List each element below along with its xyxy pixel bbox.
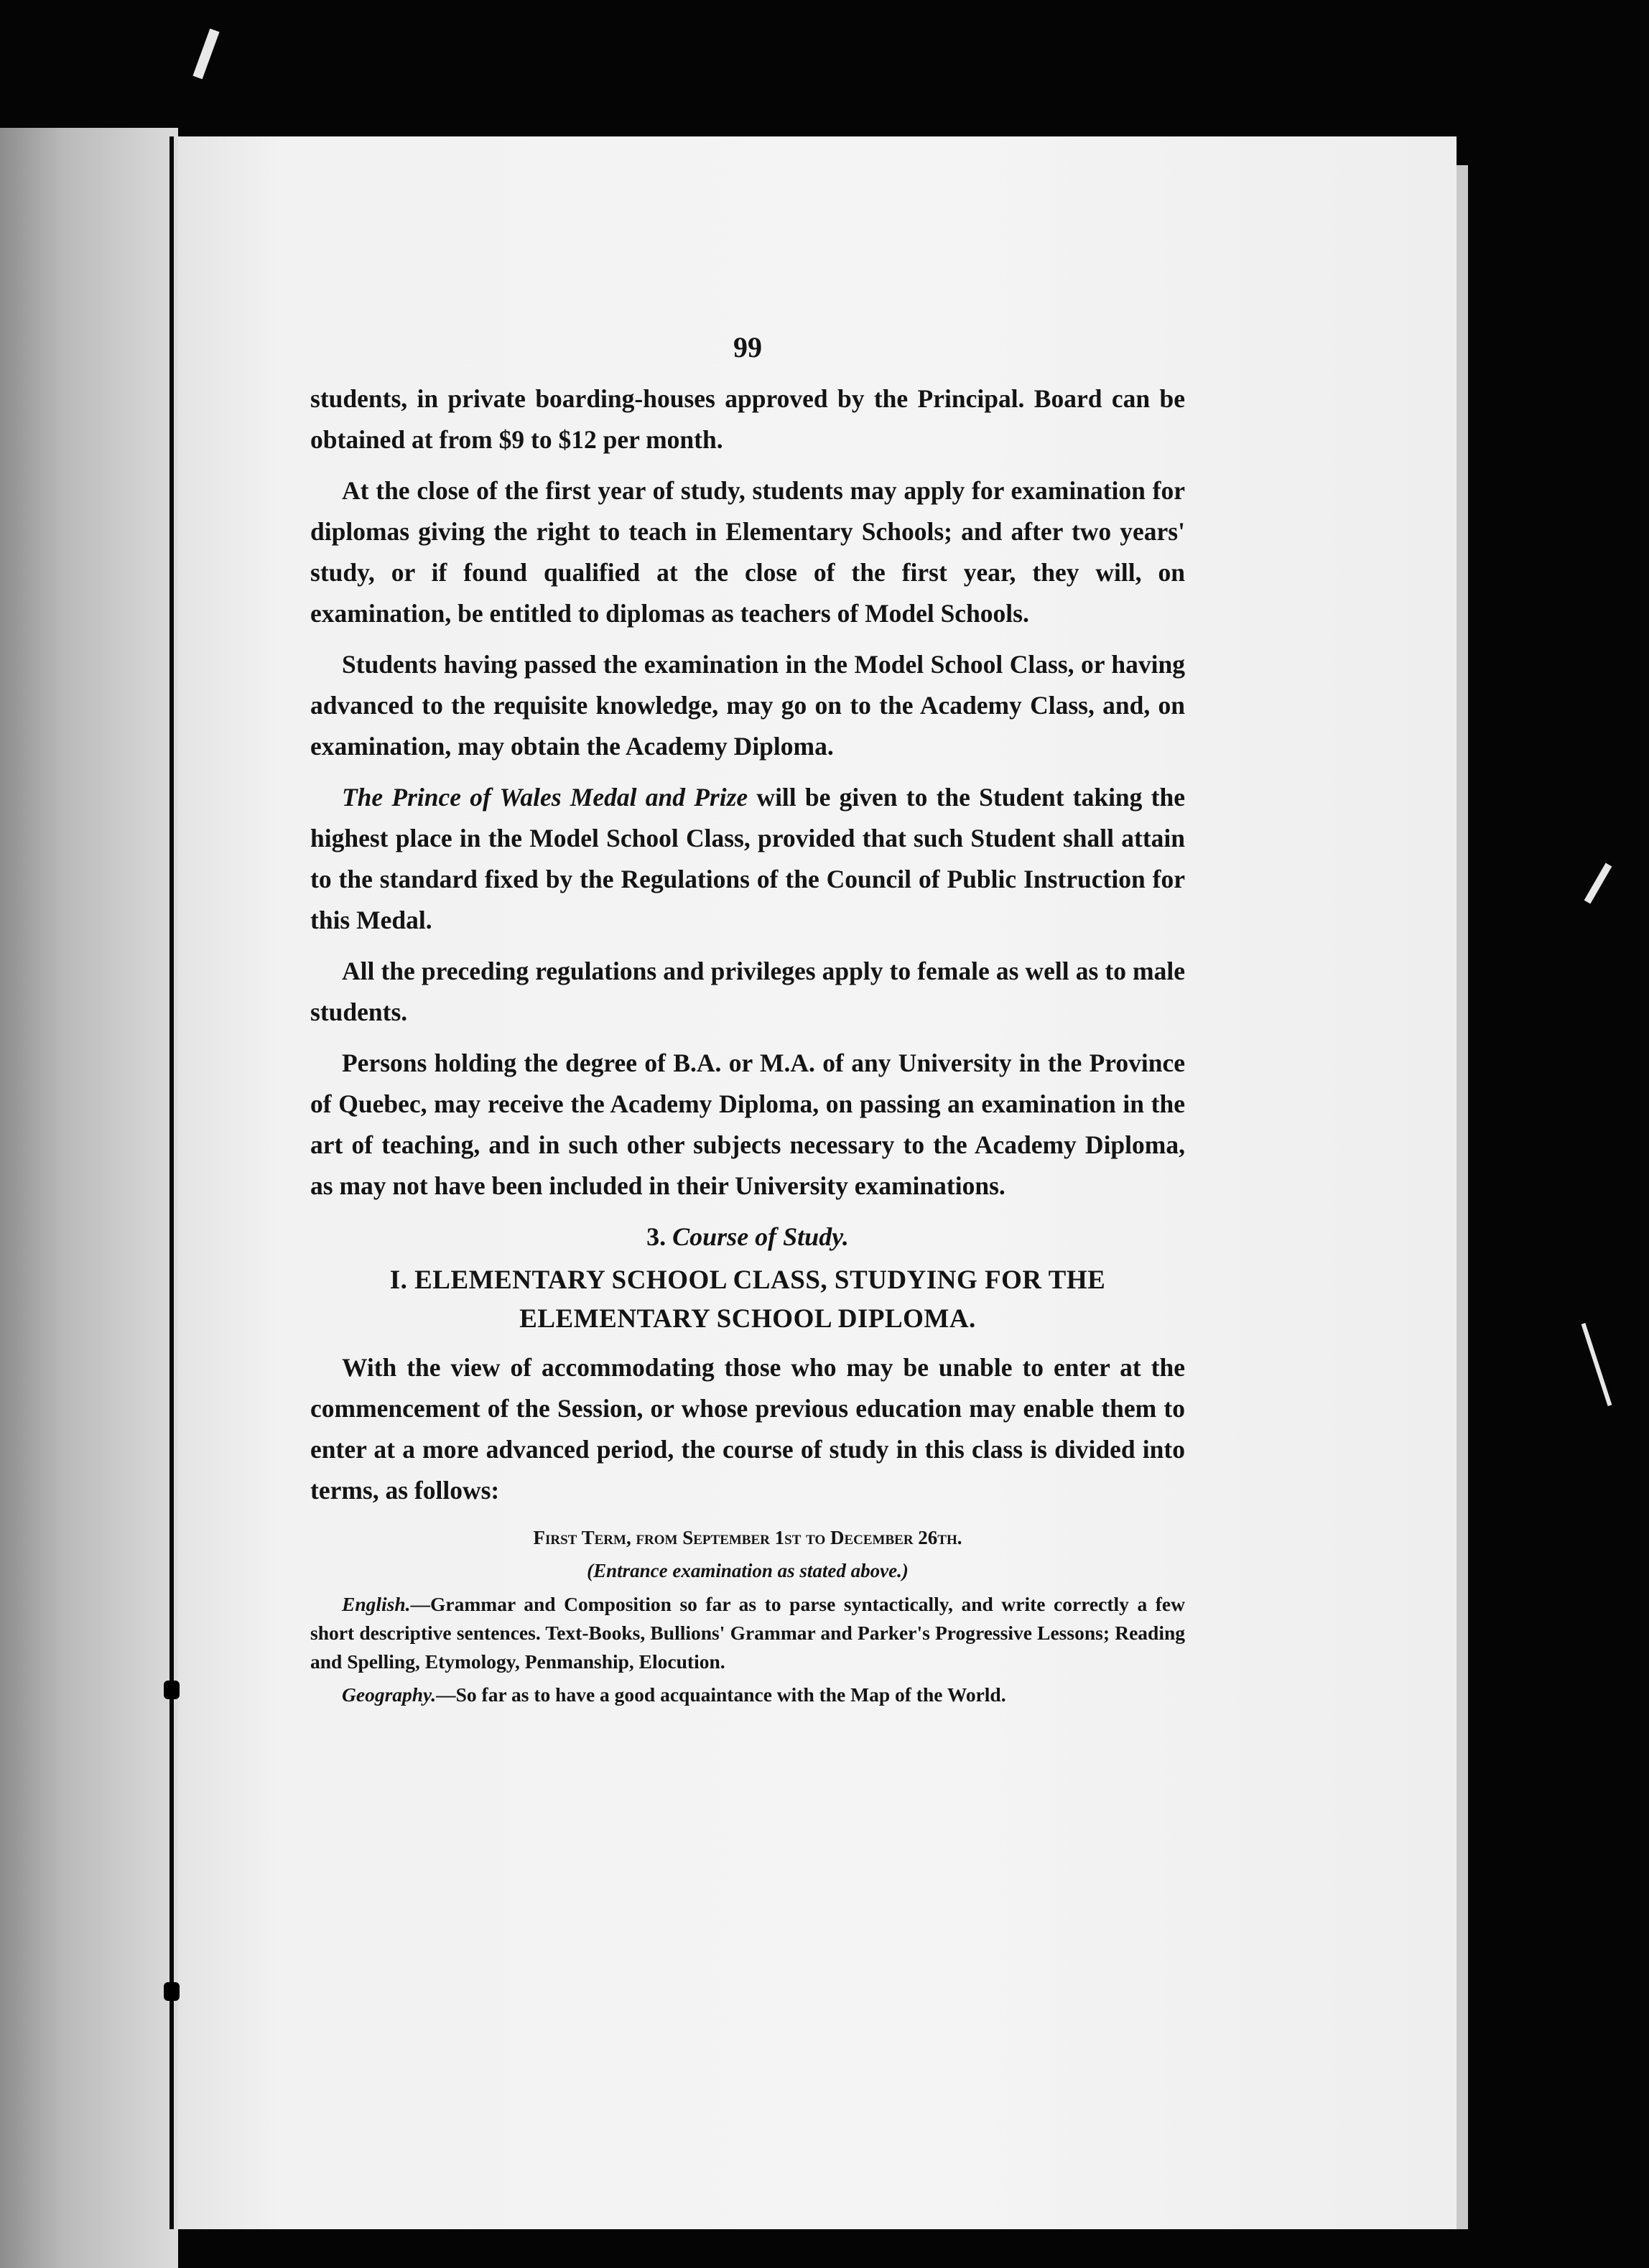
book-spine xyxy=(169,136,174,2229)
subject-label: English. xyxy=(342,1593,411,1615)
section-title: Course of Study. xyxy=(672,1222,849,1251)
subject-paragraph xyxy=(310,1681,1185,1709)
paragraph: Students having passed the examination in the Model School Class, or having advanced to the requisite knowledge, may go on to the Academy Class, and, on examination, may obtain the Academy Diploma. xyxy=(310,650,1185,761)
paragraph: Persons holding the degree of B.A. or M.A. of any University in the Province of Quebec, may receive the Academy Diploma, on passing an examination in the art of teaching, and in such other subjects necessary to the Academy Diploma, as may not have been included in their University examinations. xyxy=(310,1049,1185,1200)
scan-artifact xyxy=(1581,1323,1612,1406)
binding-mark xyxy=(164,1982,180,2001)
page-text xyxy=(310,330,1185,1714)
class-heading-line: I. ELEMENTARY SCHOOL CLASS, STUDYING FOR THE xyxy=(389,1265,1106,1295)
paragraph-text: will be given to the Student taking the highest place in the Model School Class, provided that such Student shall attain to the standard fixed by the Regulations of the Council of Public Instruction for this Medal. xyxy=(310,783,1185,934)
section-heading xyxy=(310,1217,1185,1257)
section-number: 3. xyxy=(646,1222,666,1251)
intro-paragraph: With the view of accommodating those who may be unable to enter at the commencement of the Session, or whose previous education may enable them to enter at a more advanced period, the course of study in this class is divided into terms, as follows: xyxy=(310,1353,1185,1505)
subject-text: —Grammar and Composition so far as to parse syntactically, and write correctly a few short descriptive sentences. Text-Books, Bullions' Grammar and Parker's Progressive Lessons; Reading and Spelling, Etymology, Penmanship, Elocution. xyxy=(310,1593,1185,1673)
paragraph: All the preceding regulations and privileges apply to female as well as to male students. xyxy=(310,957,1185,1026)
medal-name: The Prince of Wales Medal and Prize xyxy=(342,783,748,812)
paragraph: students, in private boarding-houses approved by the Principal. Board can be obtained at from $9 to $12 per month. xyxy=(310,384,1185,454)
page-right-edge xyxy=(1457,165,1468,2229)
scan-artifact xyxy=(1584,863,1612,904)
subject-label: Geography. xyxy=(342,1683,437,1706)
term-note: (Entrance examination as stated above.) xyxy=(587,1560,909,1581)
scan-artifact xyxy=(192,29,219,80)
page-number: 99 xyxy=(733,331,762,363)
paragraph: At the close of the first year of study, students may apply for examination for diplomas giving the right to teach in Elementary Schools; and after two years' study, or if found qualified at the close of the first year, they will, on examination, be entitled to diplomas as teachers of Model Schools. xyxy=(310,476,1185,628)
class-heading-line: ELEMENTARY SCHOOL DIPLOMA. xyxy=(519,1304,976,1334)
prince-of-wales-paragraph xyxy=(310,777,1185,941)
subject-text: —So far as to have a good acquaintance with the Map of the World. xyxy=(436,1683,1006,1706)
subject-paragraph xyxy=(310,1590,1185,1676)
class-heading xyxy=(310,1261,1185,1339)
facing-page-edge xyxy=(0,128,178,2268)
term-heading: First Term, from September 1st to December 26th. xyxy=(533,1527,962,1548)
binding-mark xyxy=(164,1681,180,1699)
